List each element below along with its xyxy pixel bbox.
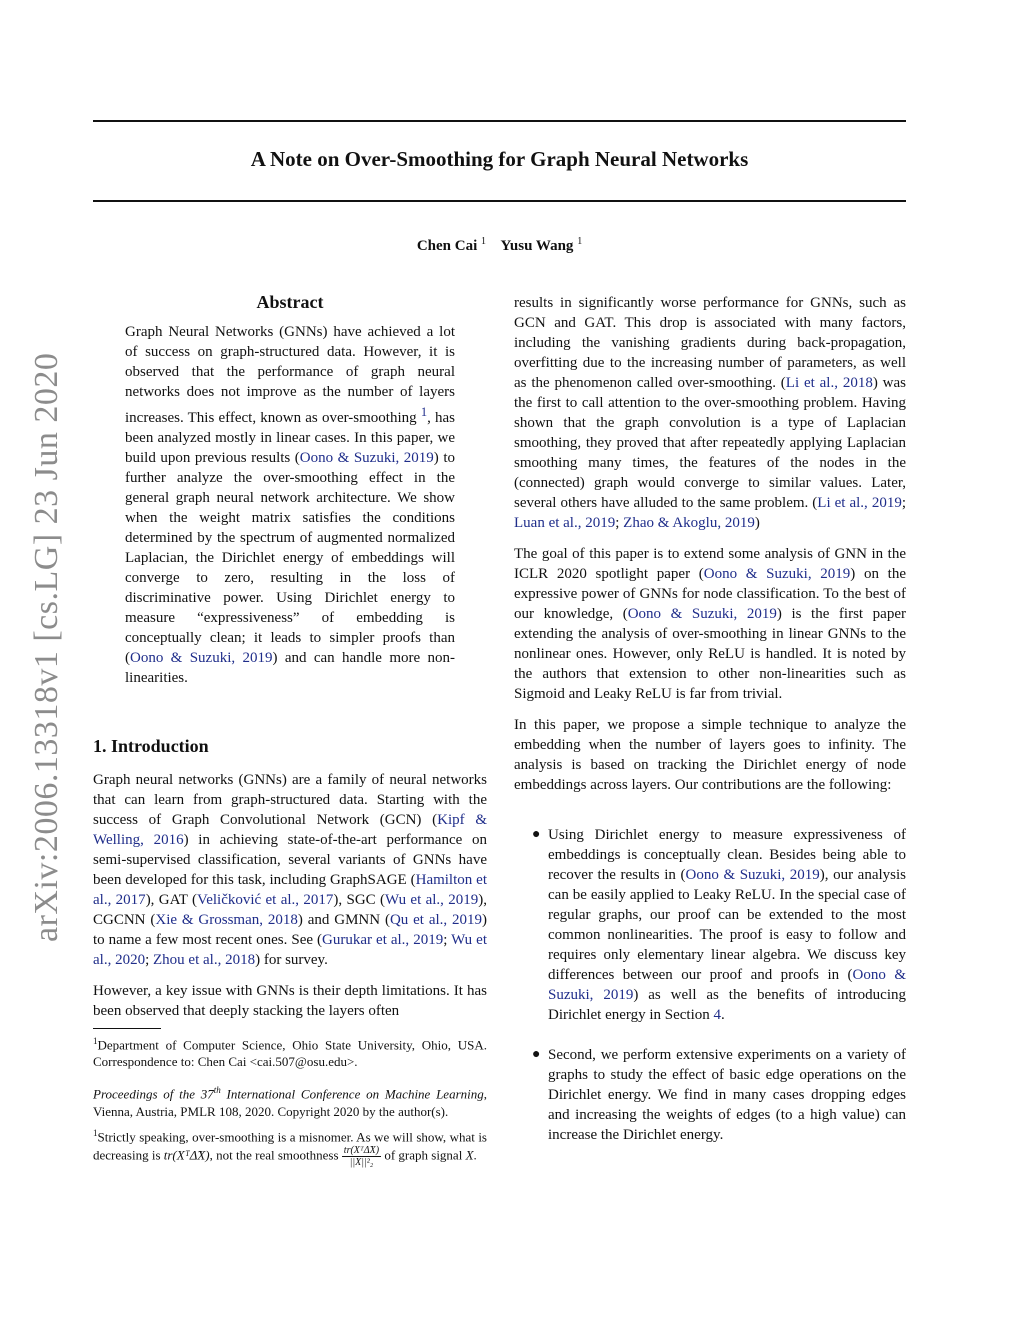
proceedings-ordinal: th [213,1085,221,1096]
list-item-text: Second, we perform extensive experiments on a variety of graphs to study the effect of basic edge operations on the Dirichlet energy. We find in many cases dropping edges and increasing the weights of edges (to a high value) can increase the Dirichlet energy. [548,1047,906,1143]
abstract-text: , has been analyzed mostly in linear cases. In this paper, we build upon previous results ( [125,410,456,466]
citation-link[interactable]: Kipf & Welling, 2016 [93,812,487,848]
body-paragraph [514,544,906,704]
citation-link[interactable]: Xie & Grossman, 2018 [155,912,298,928]
abstract-text: Graph Neural Networks (GNNs) have achieved a lot of success on graph-structured data. However, it is observed that the performance of graph neural networks does not improve as the number of layers increases. This effect, known as over-smoothing [125,324,455,426]
footnote-text: . [473,1147,477,1163]
section-reference-link[interactable]: 4 [713,1007,722,1023]
author-name: Yusu Wang [500,238,574,254]
bullet-icon: ● [532,827,541,842]
contributions-list [514,825,906,1145]
footnote-divider [93,1028,161,1029]
citation-link[interactable]: Oono & Suzuki, 2019 [130,650,273,666]
footnote-text: , not the real smoothness [209,1147,342,1163]
body-text: ) for survey. [255,952,328,968]
abstract-text: ) and can handle more non-linearities. [125,650,455,686]
citation-link[interactable]: Oono & Suzuki, 2019 [548,967,906,1003]
title-rule-bottom [93,200,906,202]
citation-link[interactable]: Li et al., 2018 [785,375,873,391]
body-text: ; [615,515,624,531]
abstract-heading: Abstract [256,292,324,312]
bullet-icon: ● [532,1047,541,1062]
author-affiliation-mark: 1 [481,236,486,247]
author-affiliation-mark: 1 [577,236,583,247]
citation-link[interactable]: Zhou et al., 2018 [153,952,256,968]
body-paragraph [514,293,906,533]
proceedings-venue: Proceedings of the 37 [93,1086,214,1102]
left-column [93,292,487,1168]
arxiv-identifier-stamp: arXiv:2006.13318v1 [cs.LG] 23 Jun 2020 [28,352,65,942]
intro-paragraph: However, a key issue with GNNs is their depth limitations. It has been observed that deeply stacking the layers often [93,983,487,1019]
over-smoothing-footnote [93,1125,487,1168]
citation-link[interactable]: Luan et al., 2019 [514,515,616,531]
math-fraction [342,1145,381,1168]
body-text: Graph neural networks (GNNs) are a family of neural networks that can learn from graph-structured data. Starting with the success of Graph Convolutional Network (GCN) ( [93,772,487,828]
body-text: ) in achieving state-of-the-art performance on semi-supervised classification, several variants of GNNs have been developed for this task, including GraphSAGE ( [93,832,487,888]
body-text: ) on the expressive power of GNNs for node classification. To the best of our knowledge, ( [514,566,906,622]
citation-link[interactable]: Wu et al., 2020 [93,932,487,968]
body-paragraph: In this paper, we propose a simple technique to analyze the embedding when the number of layers goes to infinity. The analysis is based on tracking the Dirichlet energy of node embeddings across layers. Our contributions are the following: [514,717,906,793]
body-text: ) and GMNN ( [297,912,390,928]
citation-link[interactable]: Oono & Suzuki, 2019 [299,450,434,466]
proceedings-venue: International Conference on Machine Learning [220,1086,484,1102]
body-text: ), SGC ( [333,892,386,908]
abstract-body [125,322,455,688]
fraction-numerator: tr(XᵀΔ̃X) [343,1144,380,1156]
body-text: ; [443,932,452,948]
body-text: ; [145,952,153,968]
citation-link[interactable]: Oono & Suzuki, 2019 [685,867,820,883]
body-text: The goal of this paper is to extend some analysis of GNN in the ICLR 2020 spotlight paper ( [514,546,906,582]
list-item-text: Using Dirichlet energy to measure expressiveness of embeddings is conceptually clean. Besides being able to recover the results in ( [548,827,906,883]
intro-paragraph [93,770,487,970]
body-text: ), CGCNN ( [93,892,488,928]
footnote-text: Department of Computer Science, Ohio State University, Ohio, USA. Correspondence to: Chen Cai <cai.507@osu.edu>. [93,1037,487,1070]
body-text: ) was the first to call attention to the over-smoothing problem. Having shown that the graph convolution is a type of Laplacian smoothing, they proved that after repeatedly applying Laplacian smoothing many times, the features of the nodes in the (connected) graph would converge to similar values. Later, several others have alluded to the same problem. ( [514,375,906,511]
author-name: Chen Cai [416,238,478,254]
citation-link[interactable]: Gurukar et al., 2019 [322,932,444,948]
footnote-mark: 1 [93,1036,98,1046]
list-item [514,1045,906,1145]
math-expression: tr(XᵀΔ̃X) [163,1147,210,1163]
title-rule-top [93,120,906,122]
citation-link[interactable]: Hamilton et al., 2017 [93,872,487,908]
footnote-text: of graph signal [381,1147,466,1163]
author-list [93,236,906,255]
citation-link[interactable]: Oono & Suzuki, 2019 [627,606,777,622]
citation-link[interactable]: Veličković et al., 2017 [197,892,334,908]
citation-link[interactable]: Qu et al., 2019 [389,912,483,928]
list-item [514,825,906,1025]
citation-link[interactable]: Oono & Suzuki, 2019 [703,566,851,582]
body-text: ) to name a few most recent ones. See ( [93,912,488,948]
footnote-mark[interactable]: 1 [420,405,428,419]
list-item-text: ), our analysis can be easily applied to Leaky ReLU. In the special case of regular graphs, our proof can be extended to the most common nonlinearities. The proof is easy to follow and requires only elementary linear algebra. We discuss key differences between our proof and proofs in ( [548,867,906,983]
body-text: ) is the first paper extending the analysis of over-smoothing in linear GNNs to the nonlinear ones. However, only ReLU is handled. It is noted by the authors that extension to other non-linearities such as Sigmoid and Leaky ReLU is far from trivial. [514,606,906,702]
fraction-denominator: ||X||²₂ [349,1156,374,1168]
body-text: ), GAT ( [145,892,198,908]
citation-link[interactable]: Zhao & Akoglu, 2019 [623,515,755,531]
proceedings-note [93,1082,487,1119]
footnote-mark: 1 [93,1127,98,1138]
list-item-text: ) as well as the benefits of introducing Dirichlet energy in Section [548,987,906,1023]
body-text: ) [754,515,760,531]
abstract-text: ) to further analyze the over-smoothing effect in the general graph neural network architecture. We show when the weight matrix satisfies the conditions determined by the spectrum of augmented normalized Laplacian, the Dirichlet energy of embeddings will converge to zero, resulting in the loss of discriminative power. Using Dirichlet energy to measure “expressiveness” of embedding is conceptually clean; it leads to simpler proofs than ( [125,450,455,666]
body-text: ; [901,495,906,511]
affiliation-footnote [93,1033,487,1070]
math-symbol: X [465,1147,474,1163]
section-heading-introduction: 1. Introduction [93,736,209,756]
list-item-text: . [721,1007,725,1023]
citation-link[interactable]: Wu et al., 2019 [385,892,479,908]
footnote-text: Strictly speaking, over-smoothing is a misnomer. As we will show, what is decreasing is [93,1128,487,1163]
body-text: results in significantly worse performance for GNNs, such as GCN and GAT. This drop is associated with many factors, including the vanishing gradients during back-propagation, overfitting due to the increasing number of parameters, as well as the phenomenon called over-smoothing. ( [514,295,906,391]
proceedings-text: , Vienna, Austria, PMLR 108, 2020. Copyright 2020 by the author(s). [93,1086,487,1119]
citation-link[interactable]: Li et al., 2019 [817,495,902,511]
paper-title: A Note on Over-Smoothing for Graph Neural Networks [250,147,749,171]
right-column [514,293,906,1165]
